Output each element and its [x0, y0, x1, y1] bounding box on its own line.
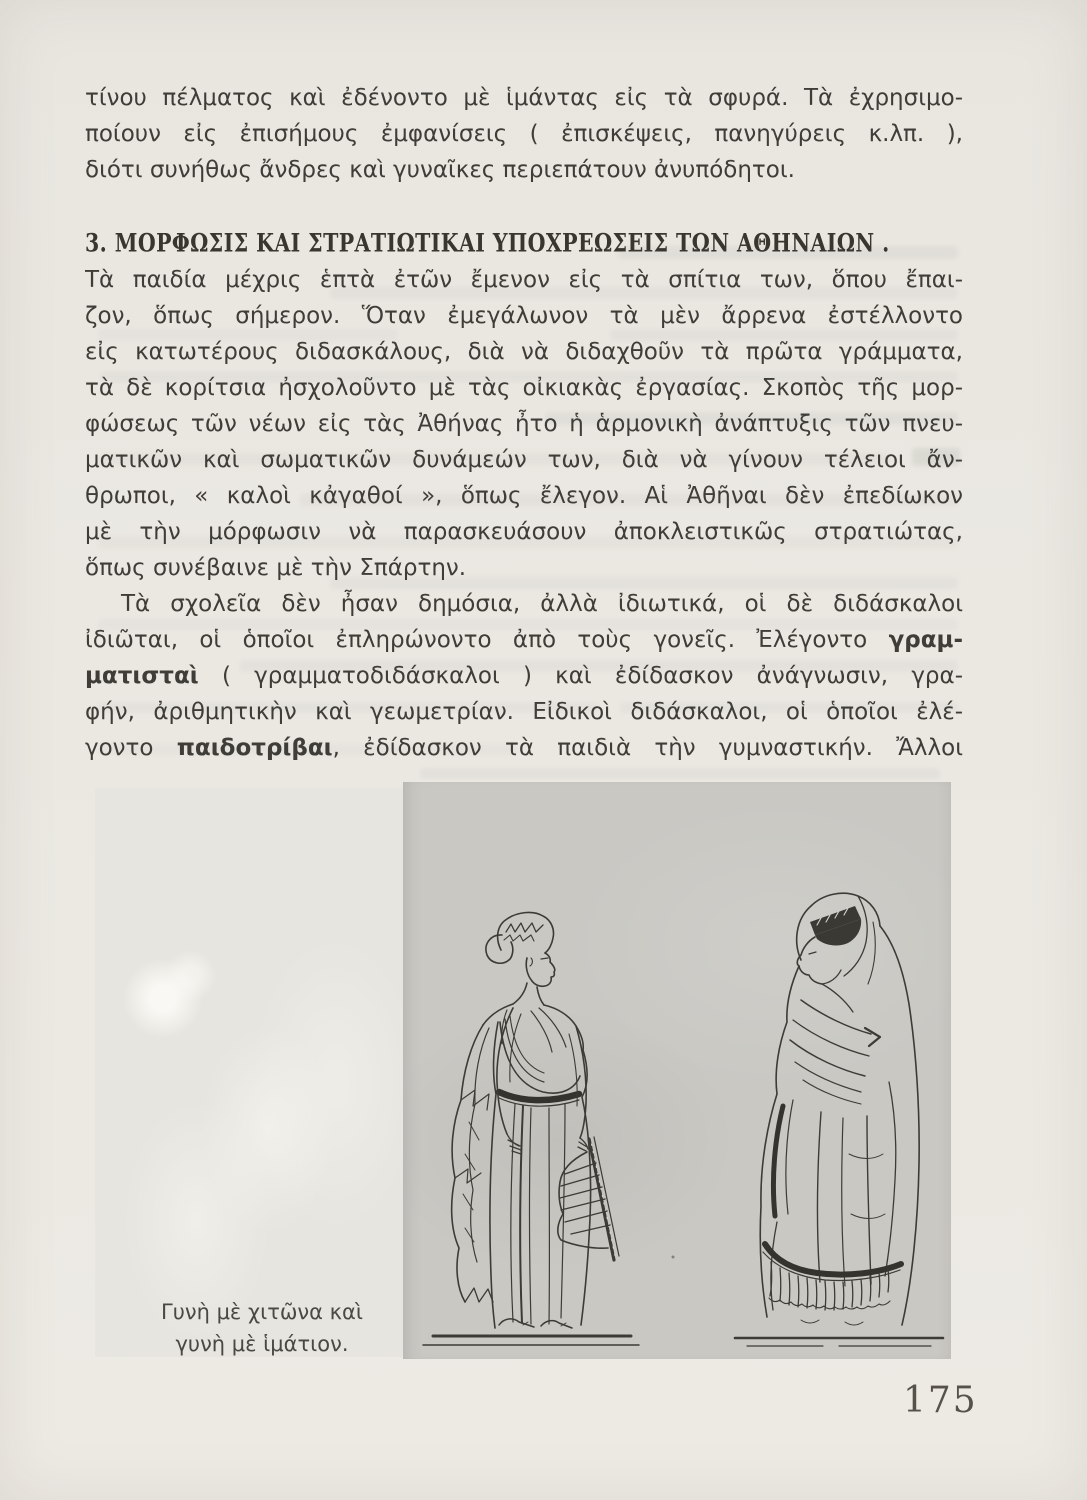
text-line: [85, 730, 963, 766]
text-line: θρωποι, « καλοὶ κἀγαθοί », ὅπως ἔλεγον. Αἱ Ἀθῆναι δὲν ἐπεδίωκον: [85, 483, 963, 509]
text-line: διότι συνήθως ἄνδρες καὶ γυναῖκες περιεπάτουν ἀνυπόδητοι.: [85, 157, 795, 183]
text-run: , ἐδίδασκον τὰ παιδιὰ τὴν γυμναστικήν. Ἄλλοι: [332, 735, 963, 761]
text-run: ἰδιῶται, οἱ ὁποῖοι ἐπληρώνοντο ἀπὸ τοὺς γονεῖς. Ἐλέγοντο: [85, 627, 889, 653]
text-line: [85, 622, 963, 658]
text-line: τὰ δὲ κορίτσια ἠσχολοῦντο μὲ τὰς οἰκιακὰς ἐργασίας. Σκοπὸς τῆς μορ-: [85, 375, 963, 401]
woman-with-himation-figure: [735, 893, 943, 1346]
facing-page-bleedthrough: [95, 788, 403, 1357]
text-line: Τὰ παιδία μέχρις ἑπτὰ ἐτῶν ἔμενον εἰς τὰ σπίτια των, ὅπου ἔπαι-: [85, 267, 963, 293]
bold-term-grammatistai: ματισταὶ: [85, 663, 199, 689]
text-line: ὅπως συνέβαινε μὲ τὴν Σπάρτην.: [85, 555, 467, 581]
section-heading: 3. ΜΟΡΦΩΣΙΣ ΚΑΙ ΣΤΡΑΤΙΩΤΙΚΑΙ ΥΠΟΧΡΕΩΣΕΙΣ ΤΩΝ ΑΘΗΝΑΙΩΝ .: [85, 228, 890, 258]
text-line: εἰς κατωτέρους διδασκάλους, διὰ νὰ διδαχθοῦν τὰ πρῶτα γράμματα,: [85, 339, 963, 365]
illustration-plate: [403, 782, 951, 1359]
text-line: [85, 658, 963, 694]
text-line: φήν, ἀριθμητικὴν καὶ γεωμετρίαν. Εἰδικοὶ διδάσκαλοι, οἱ ὁποῖοι ἐλέ-: [85, 699, 963, 725]
plate-speck: [672, 1256, 675, 1259]
text-run: ( γραμματοδιδάσκαλοι ) καὶ ἐδίδασκον ἀνάγνωσιν, γρα-: [198, 663, 963, 689]
two-women-line-drawing: [403, 782, 951, 1359]
text-line: ματικῶν καὶ σωματικῶν δυνάμεών των, διὰ νὰ γίνουν τέλειοι ἄν-: [85, 447, 963, 473]
text-line: Τὰ σχολεῖα δὲν ἦσαν δημόσια, ἀλλὰ ἰδιωτικά, οἱ δὲ διδάσκαλοι: [121, 591, 963, 617]
text-column: [85, 80, 963, 766]
caption-line: Γυνὴ μὲ χιτῶνα καὶ: [161, 1300, 363, 1324]
caption-line: γυνὴ μὲ ἱμάτιον.: [175, 1332, 349, 1356]
bold-term-grammatistai: γραμ-: [888, 627, 963, 653]
text-line: ποίουν εἰς ἐπισήμους ἐμφανίσεις ( ἐπισκέψεις, πανηγύρεις κ.λπ. ),: [85, 121, 963, 147]
figure-caption: [138, 1296, 386, 1360]
text-run: γοντο: [85, 735, 177, 761]
page-number: 175: [903, 1380, 978, 1421]
text-line: μὲ τὴν μόρφωσιν νὰ παρασκευάσουν ἀποκλειστικῶς στρατιώτας,: [85, 519, 963, 545]
bleedthrough-line: [420, 768, 940, 779]
bold-term-paidotribai: παιδοτρίβαι: [176, 735, 333, 761]
text-line: τίνου πέλματος καὶ ἐδένοντο μὲ ἱμάντας εἰς τὰ σφυρά. Τὰ ἐχρησιμο-: [85, 85, 963, 111]
text-line: ζον, ὅπως σήμερον. Ὅταν ἐμεγάλωνον τὰ μὲν ἄρρενα ἐστέλλοντο: [85, 303, 963, 329]
text-line: φώσεως τῶν νέων εἰς τὰς Ἀθήνας ἦτο ἡ ἁρμονικὴ ἀνάπτυξις τῶν πνευ-: [85, 411, 963, 437]
woman-with-chiton-figure: [423, 912, 639, 1345]
